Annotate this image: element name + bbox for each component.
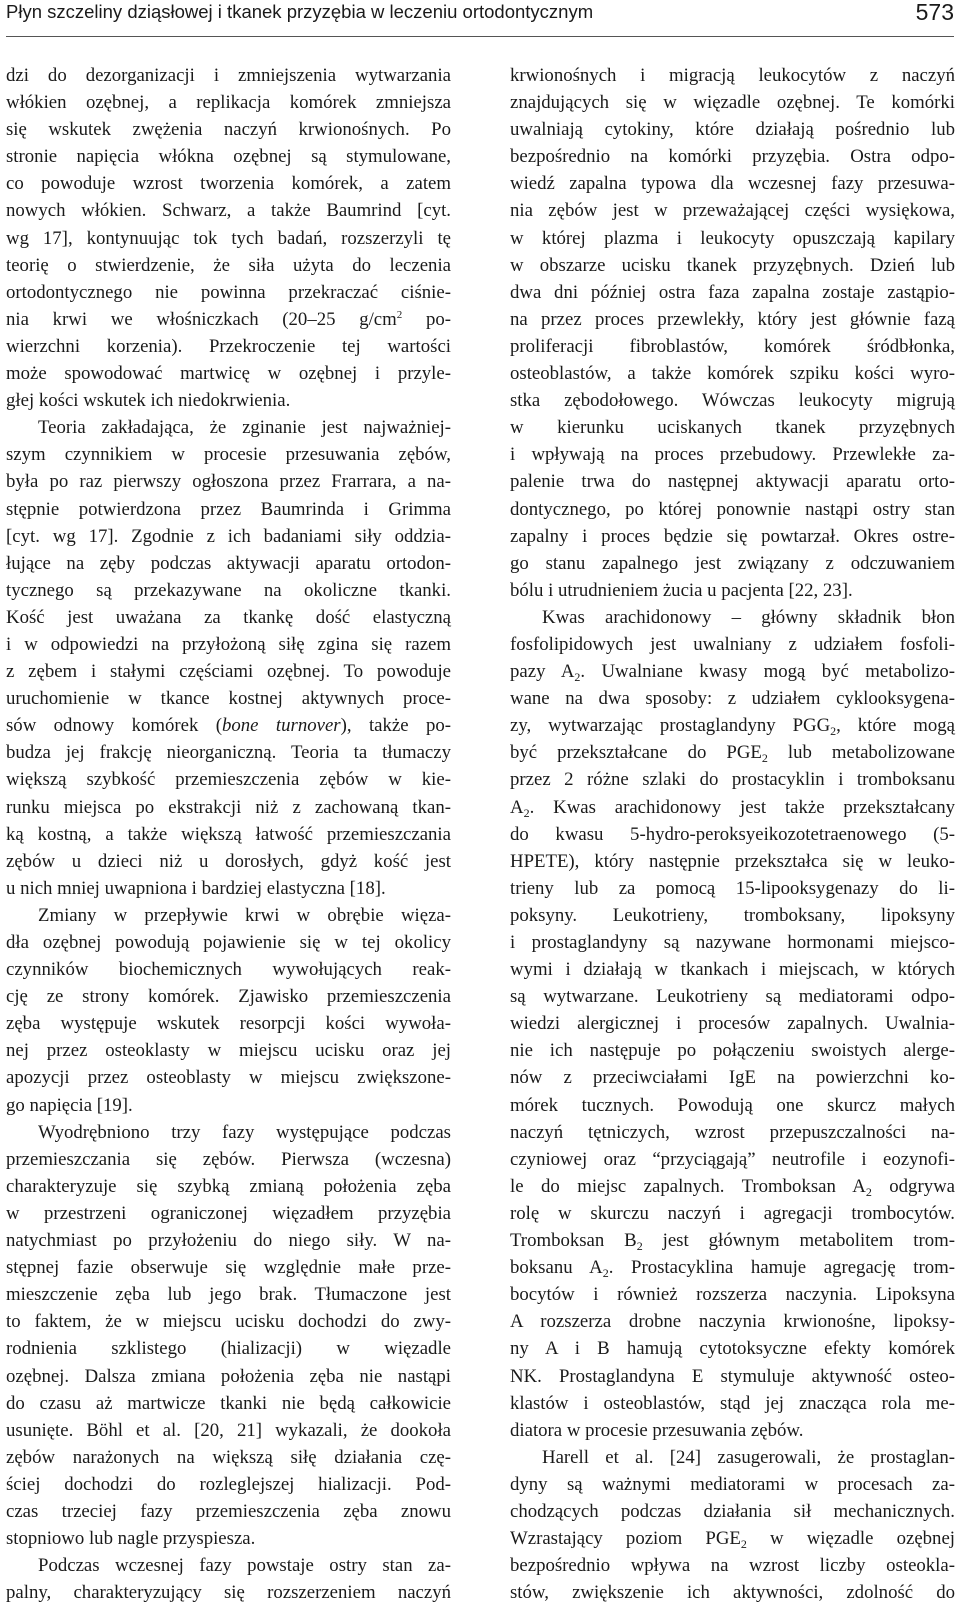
left-column xyxy=(6,62,451,1606)
text-segment: jest głównym metabolitem trom- xyxy=(642,1230,956,1252)
text-line: z zębem i stałymi częściami ozębnej. To powoduje xyxy=(6,661,451,683)
text-line: wiedź zapalna typowa dla wczesnej fazy przesuwa- xyxy=(510,173,955,195)
text-line xyxy=(510,1525,955,1552)
text-line: do czasu aż martwicze tkanki nie będą całkowicie xyxy=(6,1392,451,1414)
text-segment: być przekształcane do PGE xyxy=(510,742,762,764)
text-line xyxy=(510,794,955,821)
text-line: wiedzi alergicznej i procesów zapalnych. Uwalnia- xyxy=(510,1013,955,1035)
text-line: chodzących podczas działania sił mechanicznych. xyxy=(510,1500,955,1522)
text-line: dwa dni później ostra faza zapalna zostaje zastąpio- xyxy=(510,281,955,303)
text-line: ozębnej. Dalsza zmiana położenia zęba nie nastąpi xyxy=(6,1365,451,1387)
text-line: tycznego są przekazywane na okoliczne tkanki. xyxy=(6,579,451,601)
text-line: do kwasu 5-hydro-peroksyeikozotetraenowego (5- xyxy=(510,823,955,845)
text-line: zapalny i proces będzie się powtarzał. Okres ostre- xyxy=(510,525,955,547)
text-line: przez 2 różne szlaki do prostacyklin i tromboksanu xyxy=(510,769,955,791)
text-line: dła ozębnej powodują pojawienie się w tej okolicy xyxy=(6,932,451,953)
text-line: wane na dwa sposoby: z udziałem cyklooksygena- xyxy=(510,688,955,710)
text-line: A rozszerza drobne naczynia krwionośne, lipoksy- xyxy=(510,1311,955,1333)
text-segment: . Uwalniane kwasy mogą być metabolizo- xyxy=(580,661,955,683)
subscript: 2 xyxy=(574,670,581,685)
text-line: ny A i B hamują cytotoksyczne efekty komórek xyxy=(510,1338,955,1360)
subscript: 2 xyxy=(830,724,837,739)
text-segment: Wzrastający poziom PGE xyxy=(510,1528,741,1550)
text-line: w przestrzeni ograniczonej więzadłem przyzębia xyxy=(6,1202,451,1224)
text-segment: zy, wytwarzając prostaglandyny PGG xyxy=(510,715,831,737)
text-line: go stanu zapalnego jest związany z odczuwaniem xyxy=(510,552,955,574)
text-line: może spowodować martwicę w ozębnej i przyle- xyxy=(6,363,451,385)
text-line xyxy=(6,712,451,739)
text-line: dzi do dezorganizacji i zmniejszenia wytwarzania xyxy=(6,65,451,86)
text-segment: pazy A xyxy=(510,661,575,683)
text-line: Zmiany w przepływie krwi w obrębie więza- xyxy=(38,904,451,926)
text-line: bezpośrednio wpływa na wzrost liczby osteokla- xyxy=(510,1555,955,1577)
text-line: u nich mniej uwapniona i bardziej elastyczna [18]. xyxy=(6,877,386,899)
text-line: natychmiast po przyłożeniu do niego siły. W na- xyxy=(6,1230,451,1252)
text-line: wg 17], kontynuując tok tych badań, rozszerzyli tę xyxy=(6,227,451,249)
text-segment: A xyxy=(510,796,524,818)
text-line: bezpośrednio na komórki przyzębia. Ostra odpo- xyxy=(510,146,955,168)
text-line: osteoblastów, a także komórek szpiku kości wyro- xyxy=(510,363,955,385)
text-line: diatora w procesie przesuwania zębów. xyxy=(510,1419,804,1441)
text-line: rodnienia szklistego (hializacji) w więzadle xyxy=(6,1338,451,1360)
text-segment: . Kwas arachidonowy jest także przekształcany xyxy=(529,796,955,818)
text-line: cję ze strony komórek. Zjawisko przemieszczenia xyxy=(6,986,451,1008)
text-line: Harell et al. [24] zasugerowali, że prostaglan- xyxy=(542,1446,955,1468)
text-line: stronie napięcia włókna ozębnej są stymulowane, xyxy=(6,146,451,168)
text-line: usunięte. Böhl et al. [20, 21] wykazali, że dookoła xyxy=(6,1419,451,1441)
text-line: stopniowo lub nagle przyspiesza. xyxy=(6,1528,256,1550)
text-line: runku miejsca po ekstrakcji niż z zachowaną tkan- xyxy=(6,796,451,818)
text-segment: , które mogą xyxy=(836,715,955,737)
text-line: palenie trwa do następnej aktywacji aparatu orto- xyxy=(510,471,955,493)
text-line: mórek tucznych. Powodują one skurcz małych xyxy=(510,1094,955,1116)
text-line: w kierunku uciskanych tkanek przyzębnych xyxy=(510,417,955,439)
text-line: nów z przeciwciałami IgE na powierzchni ko- xyxy=(510,1067,955,1089)
text-line: go napięcia [19]. xyxy=(6,1094,133,1116)
text-line: to faktem, że w miejscu ucisku dochodzi do zwy- xyxy=(6,1311,451,1333)
text-line: czyniowej oraz “przyciągają” neutrofile i eozynofi- xyxy=(510,1148,955,1170)
text-line: przemieszczania się zębów. Pierwsza (wczesna) xyxy=(6,1148,451,1170)
text-line: krwionośnych i migracją leukocytów z naczyń xyxy=(510,65,955,86)
text-line: znajdujących się w więzadle ozębnej. Te komórki xyxy=(510,92,955,114)
text-line: Podczas wczesnej fazy powstaje ostry stan za- xyxy=(38,1555,451,1577)
text-line: była po raz pierwszy ogłoszona przez Frarrara, a na- xyxy=(6,471,451,493)
text-line: ką kostną, a także większą łatwość przemieszczania xyxy=(6,823,451,845)
text-line: wierzchni korzenia). Przekroczenie tej wartości xyxy=(6,335,451,357)
text-segment: . Prostacyklina hamuje agregację trom- xyxy=(608,1257,955,1279)
text-line: dontycznego, po której ponownie nastąpi ostry stan xyxy=(510,498,955,520)
text-segment: odgrywa xyxy=(871,1175,955,1197)
text-line: budza jej frakcję nieorganiczną. Teoria ta tłumaczy xyxy=(6,742,451,764)
page-number: 573 xyxy=(915,0,954,25)
text-line: ściej dochodzi do rozleglejszej hializacji. Pod- xyxy=(6,1473,451,1495)
text-line: palny, charakteryzujący się rozszerzeniem naczyń xyxy=(6,1582,451,1604)
text-line: trieny lub za pomocą 15-lipooksygenazy do li- xyxy=(510,877,955,899)
text-line: NK. Prostaglandyna E stymuluje aktywność osteo- xyxy=(510,1365,955,1387)
text-line: czynników biochemicznych wywołujących reak- xyxy=(6,959,451,981)
text-line: głej kości wskutek ich niedokrwienia. xyxy=(6,390,291,412)
text-segment: Tromboksan B xyxy=(510,1230,637,1252)
page-header xyxy=(6,0,954,37)
text-line: Kość jest uważana za tkankę dość elastyczną xyxy=(6,606,451,628)
text-line: łujące na zęby podczas aktywacji aparatu ortodon- xyxy=(6,552,451,574)
subscript: 2 xyxy=(761,751,768,766)
text-line: zębów u dzieci niż u dorosłych, gdyż kość jest xyxy=(6,850,451,872)
text-line: apozycji przez osteoblasty w miejscu zwiększone- xyxy=(6,1067,451,1089)
text-line: się wskutek zwężenia naczyń krwionośnych. Po xyxy=(6,119,451,141)
text-line: zęba występuje wskutek resorpcji kości wywoła- xyxy=(6,1013,451,1035)
text-line: czas trzeciej fazy przemieszczenia zęba znowu xyxy=(6,1500,451,1522)
text-line: uruchomienie w tkance kostnej aktywnych proce- xyxy=(6,688,451,710)
text-line: rolę w skurczu naczyń i agregacji trombocytów. xyxy=(510,1202,955,1224)
text-line: Wyodrębniono trzy fazy występujące podczas xyxy=(38,1121,451,1143)
text-line xyxy=(510,1173,955,1200)
text-line: HPETE), który następnie przekształca się w leuko- xyxy=(510,850,955,872)
subscript: 2 xyxy=(602,1266,609,1281)
subscript: 2 xyxy=(740,1537,747,1552)
text-line: naczyń tętniczych, wzrost przepuszczalności na- xyxy=(510,1121,955,1143)
subscript: 2 xyxy=(636,1239,643,1254)
text-segment: po- xyxy=(402,308,451,330)
text-line: nowych włókien. Schwarz, a także Baumrind [cyt. xyxy=(6,200,451,222)
text-line: charakteryzuje się szybką zmianą położenia zęba xyxy=(6,1175,451,1197)
text-line: co powoduje wzrost tworzenia komórek, a zatem xyxy=(6,173,451,195)
text-line: klastów i osteoblastów, stąd jej znacząca rola me- xyxy=(510,1392,955,1414)
text-line: w której plazma i leukocyty opuszczają kapilary xyxy=(510,227,955,249)
text-line xyxy=(510,1254,955,1281)
text-line: bólu i utrudnieniem żucia u pacjenta [22, 23]. xyxy=(510,579,853,601)
text-segment: w więzadle ozębnej xyxy=(746,1528,955,1550)
text-segment: sów odnowy komórek ( xyxy=(6,715,222,737)
text-line: dyny są ważnymi mediatorami w procesach za- xyxy=(510,1473,955,1495)
text-line: na przez proces przewlekły, który jest głównie fazą xyxy=(510,308,955,330)
text-line: teorię o stwierdzenie, że siła użyta do leczenia xyxy=(6,254,451,276)
text-line xyxy=(510,712,955,739)
text-line: i w odpowiedzi na przyłożoną siłę zgina się razem xyxy=(6,633,451,655)
text-segment: ), także po- xyxy=(340,715,451,737)
text-line: bocytów i również rozszerza naczynia. Lipoksyna xyxy=(510,1284,955,1306)
superscript: 2 xyxy=(396,308,403,321)
text-line: nie ich następuje po połączeniu swoistych alergе- xyxy=(510,1040,955,1062)
italic-term: bone turnover xyxy=(222,715,341,737)
running-title: Płyn szczeliny dziąsłowej i tkanek przyzębia w leczeniu ortodontycznym xyxy=(6,1,594,22)
text-line: wymi i działają w tkankach i miejscach, w których xyxy=(510,959,955,981)
text-line: w obszarze ucisku tkanek przyzębnych. Dzień lub xyxy=(510,254,955,276)
text-line: Kwas arachidonowy – główny składnik błon xyxy=(542,606,955,628)
text-segment: le do miejsc zapalnych. Tromboksan A xyxy=(510,1175,866,1197)
text-line: większą szybkość przemieszczenia zębów w kie- xyxy=(6,769,451,791)
text-line xyxy=(510,658,955,685)
text-line: fosfolipidowych jest uwalniany z udziałem fosfoli- xyxy=(510,633,955,655)
text-line: stów, zwiększenie ich aktywności, zdolność do xyxy=(510,1582,955,1604)
text-line: stępnie potwierdzona przez Baumrinda i Grimma xyxy=(6,498,451,520)
text-line: mieszczenie zęba lub jego brak. Tłumaczone jest xyxy=(6,1284,451,1306)
text-line: włókien ozębnej, a replikacja komórek zmniejsza xyxy=(6,92,451,114)
subscript: 2 xyxy=(865,1184,872,1199)
text-line: nia zębów jest w przeważającej części wysiękowa, xyxy=(510,200,955,222)
subscript: 2 xyxy=(523,805,530,820)
text-line: i prostaglandyny są nazywane hormonami miejsco- xyxy=(510,932,955,953)
text-line: ortodontycznego nie powinna przekraczać ciśnie- xyxy=(6,281,451,303)
text-segment: lub metabolizowane xyxy=(767,742,955,764)
text-line: proliferacji fibroblastów, komórek śródbłonka, xyxy=(510,335,955,357)
text-line: uwalniają cytokiny, które działają pośrednio lub xyxy=(510,119,955,141)
text-line: i wpływają na proces przebudowy. Przewlekłe za- xyxy=(510,444,955,466)
text-line: [cyt. wg 17]. Zgodnie z ich badaniami siły oddzia- xyxy=(6,525,451,547)
text-line xyxy=(510,739,955,766)
right-column xyxy=(510,62,955,1606)
text-line xyxy=(510,1227,955,1254)
text-line: są wytwarzane. Leukotrieny są mediatorami odpo- xyxy=(510,986,955,1008)
text-line xyxy=(6,306,451,333)
text-line: zębów narażonych na większą siłę działania czę- xyxy=(6,1446,451,1468)
text-line: Teoria zakładająca, że zginanie jest najważniej- xyxy=(38,417,451,439)
text-segment: nia krwi we włośniczkach (20–25 g/cm xyxy=(6,308,397,330)
text-line: nej przez osteoklasty w miejscu ucisku oraz jej xyxy=(6,1040,451,1062)
text-line: szym czynnikiem w procesie przesuwania zębów, xyxy=(6,444,451,466)
text-line: poksyny. Leukotrieny, tromboksany, lipoksyny xyxy=(510,904,955,926)
text-segment: boksanu A xyxy=(510,1257,603,1279)
text-line: stępnej fazie obserwuje się względnie małe prze- xyxy=(6,1257,451,1279)
text-line: stka zębodołowego. Wówczas leukocyty migrują xyxy=(510,390,955,412)
